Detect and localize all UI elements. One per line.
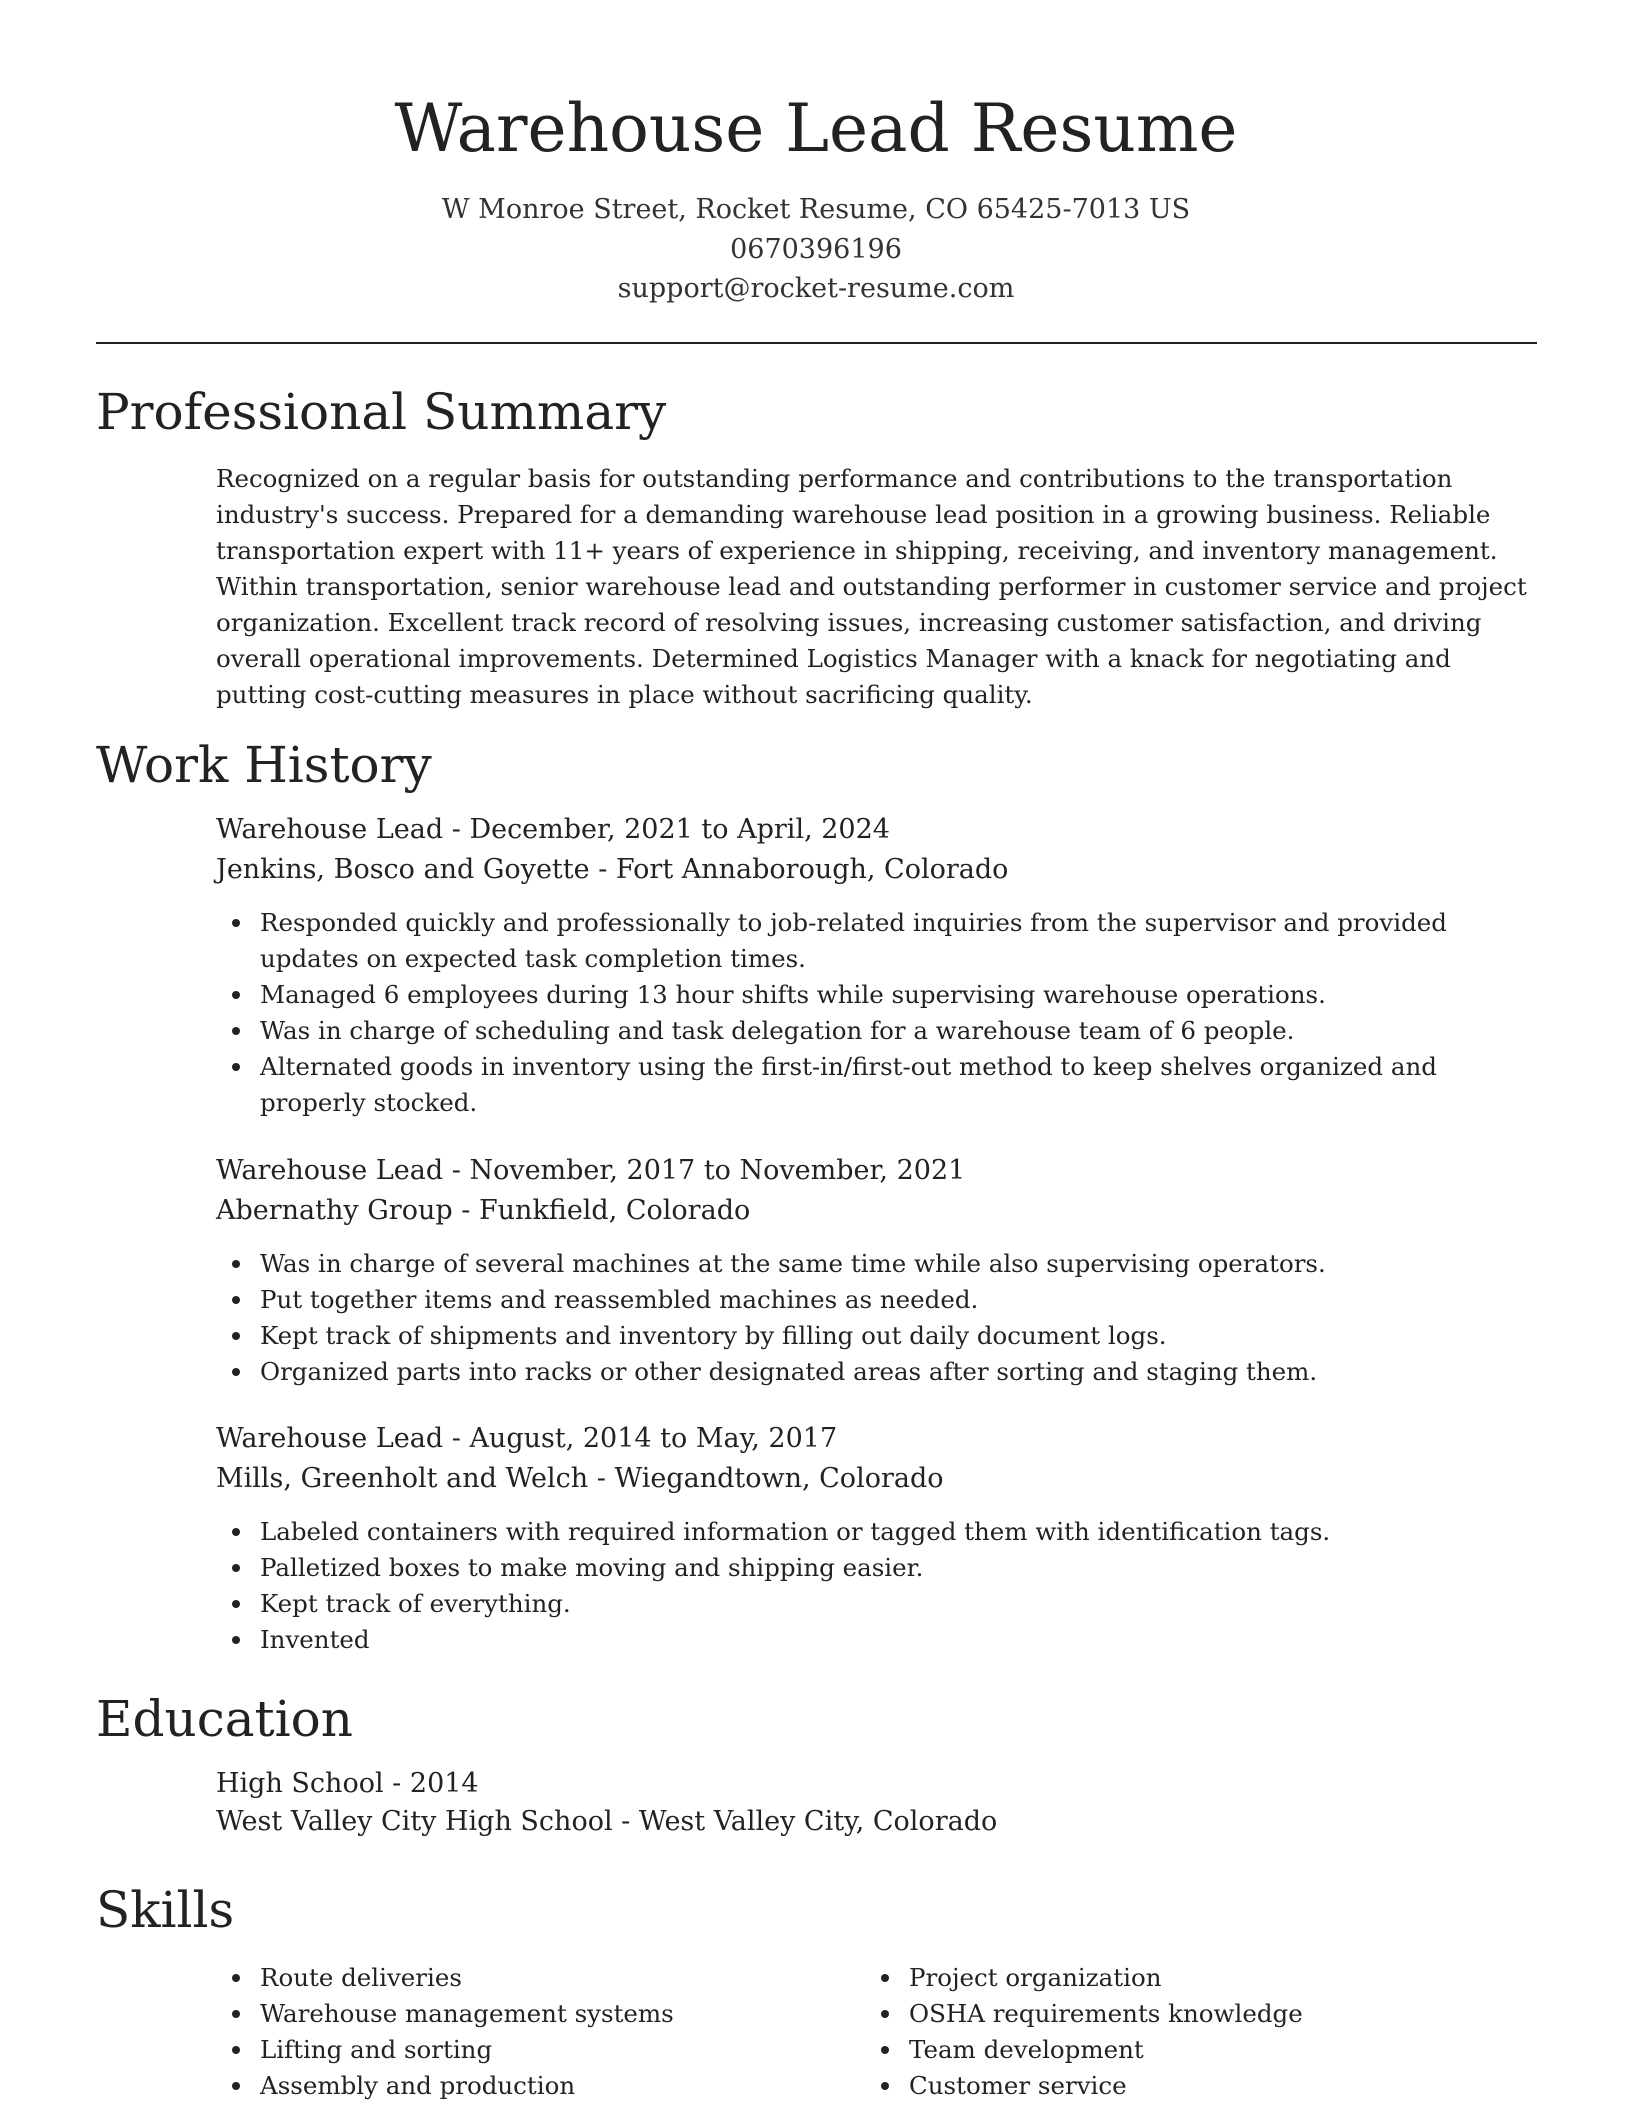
job-title: Warehouse Lead [216, 1155, 444, 1186]
education-school: West Valley City High School [216, 1806, 613, 1837]
separator: - [443, 814, 470, 845]
job-dates: December, 2021 to April, 2024 [469, 814, 890, 845]
job-title-line [216, 811, 890, 849]
job-location: Fort Annaborough, Colorado [615, 854, 1009, 885]
skills-list-left [216, 1960, 816, 2104]
list-item: Alternated goods in inventory using the first-in/first-out method to keep shelves organized and properly stocked. [216, 1049, 1546, 1121]
list-item: Palletized boxes to make moving and shipping easier. [216, 1550, 1546, 1586]
skill-item: OSHA requirements knowledge [865, 1996, 1465, 2032]
separator: - [612, 1806, 639, 1837]
list-item: Was in charge of scheduling and task delegation for a warehouse team of 6 people. [216, 1013, 1546, 1049]
list-item: Responded quickly and professionally to job-related inquiries from the supervisor and provided updates on expected task completion times. [216, 905, 1546, 977]
education-location: West Valley City, Colorado [638, 1806, 998, 1837]
list-item: Put together items and reassembled machines as needed. [216, 1282, 1546, 1318]
skills-list-right [865, 1960, 1465, 2104]
job-bullets [216, 1246, 1546, 1390]
job-company-line [216, 1460, 944, 1498]
contact-email: support@rocket-resume.com [617, 273, 1015, 304]
job-title: Warehouse Lead [216, 814, 444, 845]
job-bullets [216, 1514, 1546, 1658]
list-item: Kept track of shipments and inventory by filling out daily document logs. [216, 1318, 1546, 1354]
list-item: Was in charge of several machines at the same time while also supervising operators. [216, 1246, 1546, 1282]
education-school-line [216, 1803, 997, 1841]
job-dates: August, 2014 to May, 2017 [469, 1423, 838, 1454]
separator: - [588, 1463, 615, 1494]
job-company-line [216, 851, 1008, 889]
job-company: Mills, Greenholt and Welch [216, 1463, 589, 1494]
skill-item: Lifting and sorting [216, 2032, 816, 2068]
separator: - [383, 1768, 410, 1799]
skill-item: Warehouse management systems [216, 1996, 816, 2032]
list-item: Invented [216, 1622, 1546, 1658]
contact-phone: 0670396196 [730, 234, 902, 265]
job-company-line [216, 1192, 750, 1230]
job-location: Funkfield, Colorado [478, 1195, 751, 1226]
contact-address: W Monroe Street, Rocket Resume, CO 65425-7013 US [441, 194, 1191, 225]
resume-title: Warehouse Lead Resume [394, 90, 1238, 167]
section-heading-work-history: Work History [96, 736, 432, 794]
skill-item: Customer service [865, 2068, 1465, 2104]
section-heading-skills: Skills [96, 1881, 235, 1939]
header-divider [96, 342, 1537, 344]
job-title-line [216, 1152, 965, 1190]
job-dates: November, 2017 to November, 2021 [469, 1155, 966, 1186]
skill-item: Assembly and production [216, 2068, 816, 2104]
education-degree-line [216, 1765, 479, 1803]
education-year: 2014 [409, 1768, 479, 1799]
job-company: Abernathy Group [216, 1195, 453, 1226]
job-title: Warehouse Lead [216, 1423, 444, 1454]
separator: - [443, 1423, 470, 1454]
list-item: Managed 6 employees during 13 hour shifts while supervising warehouse operations. [216, 977, 1546, 1013]
job-bullets [216, 905, 1546, 1121]
separator: - [443, 1155, 470, 1186]
education-degree: High School [216, 1768, 384, 1799]
skill-item: Team development [865, 2032, 1465, 2068]
list-item: Kept track of everything. [216, 1586, 1546, 1622]
skill-item: Project organization [865, 1960, 1465, 1996]
summary-text: Recognized on a regular basis for outstanding performance and contributions to the transportation industry's success. Prepared for a demanding warehouse lead position in a growing business. Reliable transportation expert with 11+ years of experience in shipping, receiving, and inventory management. Within transportation, senior warehouse lead and outstanding performer in customer service and project organization. Excellent track record of resolving issues, increasing customer satisfaction, and driving overall operational improvements. Determined Logistics Manager with a knack for negotiating and putting cost-cutting measures in place without sacrificing quality. [216, 464, 1527, 709]
section-heading-education: Education [96, 1690, 353, 1748]
section-heading-summary: Professional Summary [96, 383, 667, 441]
job-title-line [216, 1420, 837, 1458]
list-item: Organized parts into racks or other designated areas after sorting and staging them. [216, 1354, 1546, 1390]
separator: - [452, 1195, 479, 1226]
job-company: Jenkins, Bosco and Goyette [216, 854, 590, 885]
separator: - [589, 854, 616, 885]
list-item: Labeled containers with required information or tagged them with identification tags. [216, 1514, 1546, 1550]
skill-item: Route deliveries [216, 1960, 816, 1996]
job-location: Wiegandtown, Colorado [614, 1463, 944, 1494]
